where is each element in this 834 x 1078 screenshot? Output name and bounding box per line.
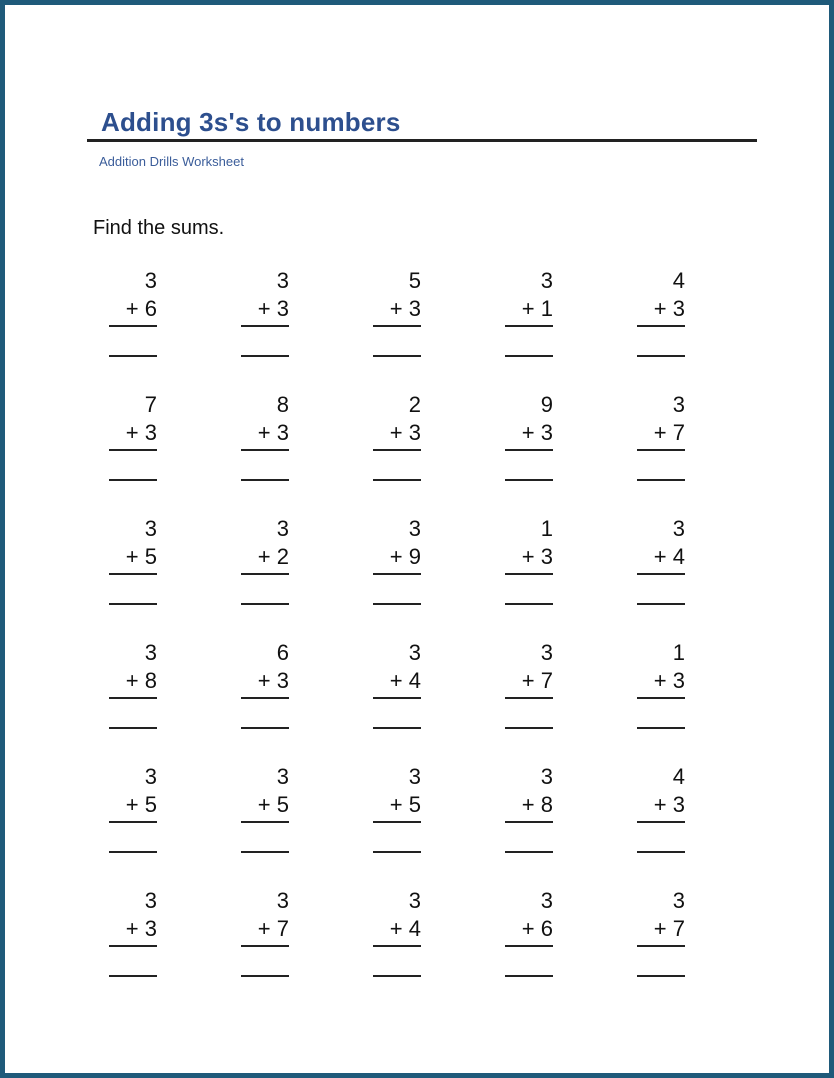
- problem-addend-row: [101, 791, 161, 819]
- problem-top-number: 3: [144, 516, 157, 541]
- worksheet-subtitle: Addition Drills Worksheet: [99, 154, 244, 169]
- problem-top-number: 2: [408, 392, 421, 417]
- problem-addend-row: [629, 791, 689, 819]
- addition-problem: [365, 763, 425, 887]
- problem-addend-row: [101, 543, 161, 571]
- addition-problem: [233, 391, 293, 515]
- sum-rule-line: [373, 945, 421, 947]
- plus-sign: +: [257, 420, 271, 445]
- problem-bottom-number: 7: [672, 916, 685, 941]
- plus-sign: +: [257, 544, 271, 569]
- answer-blank[interactable]: [241, 851, 289, 853]
- sum-rule-line: [505, 697, 553, 699]
- sum-rule-line: [505, 449, 553, 451]
- addition-problem: [629, 391, 689, 515]
- sum-rule-line: [373, 821, 421, 823]
- problem-top-number: 3: [408, 764, 421, 789]
- plus-sign: +: [389, 916, 403, 941]
- problem-addend-row: [365, 915, 425, 943]
- problem-addend-row: [365, 543, 425, 571]
- answer-blank[interactable]: [637, 851, 685, 853]
- sum-rule-line: [241, 325, 289, 327]
- plus-sign: +: [521, 296, 535, 321]
- addition-problem: [497, 639, 557, 763]
- sum-rule-line: [241, 697, 289, 699]
- problem-bottom-number: 4: [672, 544, 685, 569]
- addition-problem: [497, 887, 557, 1011]
- sum-rule-line: [637, 945, 685, 947]
- answer-blank[interactable]: [505, 355, 553, 357]
- instructions: Find the sums.: [93, 217, 225, 239]
- answer-blank[interactable]: [109, 355, 157, 357]
- plus-sign: +: [389, 420, 403, 445]
- problem-addend-row: [233, 667, 293, 695]
- answer-blank[interactable]: [109, 727, 157, 729]
- problem-top-number: 3: [276, 268, 289, 293]
- problem-bottom-number: 3: [672, 668, 685, 693]
- plus-sign: +: [653, 792, 667, 817]
- problem-bottom-number: 5: [144, 544, 157, 569]
- problem-top-number: 3: [408, 640, 421, 665]
- sum-rule-line: [241, 573, 289, 575]
- problem-bottom-number: 5: [408, 792, 421, 817]
- addition-problem: [233, 763, 293, 887]
- plus-sign: +: [521, 792, 535, 817]
- problem-bottom-number: 6: [144, 296, 157, 321]
- addition-problem: [629, 267, 689, 391]
- problem-addend-row: [497, 915, 557, 943]
- problem-addend-row: [365, 667, 425, 695]
- sum-rule-line: [241, 449, 289, 451]
- problem-top-number: 3: [144, 640, 157, 665]
- answer-blank[interactable]: [637, 603, 685, 605]
- problem-top-number: 3: [144, 764, 157, 789]
- sum-rule-line: [637, 573, 685, 575]
- addition-problem: [365, 887, 425, 1011]
- plus-sign: +: [389, 544, 403, 569]
- problem-bottom-number: 3: [276, 668, 289, 693]
- plus-sign: +: [389, 792, 403, 817]
- plus-sign: +: [125, 544, 139, 569]
- addition-problem: [497, 391, 557, 515]
- problem-addend-row: [365, 295, 425, 323]
- problem-bottom-number: 3: [672, 792, 685, 817]
- problem-top-number: 3: [540, 268, 553, 293]
- problem-addend-row: [233, 543, 293, 571]
- problem-bottom-number: 1: [540, 296, 553, 321]
- problem-addend-row: [497, 667, 557, 695]
- problem-top-number: 3: [144, 888, 157, 913]
- addition-problem: [629, 887, 689, 1011]
- problem-bottom-number: 7: [276, 916, 289, 941]
- addition-problem: [101, 639, 161, 763]
- problem-addend-row: [101, 667, 161, 695]
- plus-sign: +: [125, 296, 139, 321]
- answer-blank[interactable]: [109, 975, 157, 977]
- plus-sign: +: [653, 916, 667, 941]
- addition-problem: [233, 887, 293, 1011]
- answer-blank[interactable]: [109, 479, 157, 481]
- answer-blank[interactable]: [241, 355, 289, 357]
- problem-bottom-number: 3: [672, 296, 685, 321]
- sum-rule-line: [505, 325, 553, 327]
- answer-blank[interactable]: [373, 975, 421, 977]
- addition-problem: [365, 267, 425, 391]
- addition-problem: [233, 639, 293, 763]
- answer-blank[interactable]: [241, 603, 289, 605]
- answer-blank[interactable]: [637, 975, 685, 977]
- problem-addend-row: [629, 419, 689, 447]
- answer-blank[interactable]: [109, 603, 157, 605]
- problem-addend-row: [233, 915, 293, 943]
- plus-sign: +: [653, 668, 667, 693]
- answer-blank[interactable]: [241, 479, 289, 481]
- sum-rule-line: [373, 325, 421, 327]
- plus-sign: +: [389, 296, 403, 321]
- plus-sign: +: [257, 296, 271, 321]
- sum-rule-line: [109, 945, 157, 947]
- problem-top-number: 3: [672, 516, 685, 541]
- problem-addend-row: [101, 295, 161, 323]
- addition-problem: [629, 515, 689, 639]
- addition-problem: [629, 639, 689, 763]
- problem-addend-row: [629, 667, 689, 695]
- problem-addend-row: [497, 295, 557, 323]
- answer-blank[interactable]: [373, 355, 421, 357]
- problem-bottom-number: 3: [276, 420, 289, 445]
- answer-blank[interactable]: [505, 975, 553, 977]
- problem-top-number: 3: [672, 392, 685, 417]
- plus-sign: +: [521, 544, 535, 569]
- addition-problem: [629, 763, 689, 887]
- problem-bottom-number: 3: [408, 296, 421, 321]
- problem-bottom-number: 7: [540, 668, 553, 693]
- plus-sign: +: [653, 544, 667, 569]
- problem-addend-row: [497, 543, 557, 571]
- problem-addend-row: [365, 419, 425, 447]
- problem-bottom-number: 4: [408, 668, 421, 693]
- problem-top-number: 5: [408, 268, 421, 293]
- problem-bottom-number: 3: [144, 916, 157, 941]
- sum-rule-line: [505, 821, 553, 823]
- addition-problem: [365, 391, 425, 515]
- addition-problem: [233, 515, 293, 639]
- title-underline: [87, 139, 757, 142]
- addition-problem: [365, 515, 425, 639]
- problem-addend-row: [101, 915, 161, 943]
- plus-sign: +: [653, 420, 667, 445]
- addition-problem: [497, 267, 557, 391]
- answer-blank[interactable]: [109, 851, 157, 853]
- sum-rule-line: [373, 697, 421, 699]
- answer-blank[interactable]: [505, 851, 553, 853]
- sum-rule-line: [505, 945, 553, 947]
- problem-bottom-number: 3: [540, 544, 553, 569]
- problem-top-number: 1: [672, 640, 685, 665]
- addition-problem: [233, 267, 293, 391]
- problem-addend-row: [101, 419, 161, 447]
- sum-rule-line: [109, 821, 157, 823]
- problem-bottom-number: 3: [540, 420, 553, 445]
- addition-problem: [101, 515, 161, 639]
- problem-bottom-number: 2: [276, 544, 289, 569]
- plus-sign: +: [521, 916, 535, 941]
- addition-problem: [101, 391, 161, 515]
- answer-blank[interactable]: [241, 727, 289, 729]
- problem-top-number: 4: [672, 268, 685, 293]
- problem-bottom-number: 3: [276, 296, 289, 321]
- problem-top-number: 3: [540, 764, 553, 789]
- problem-top-number: 3: [144, 268, 157, 293]
- problem-bottom-number: 8: [144, 668, 157, 693]
- problem-addend-row: [629, 295, 689, 323]
- answer-blank[interactable]: [505, 479, 553, 481]
- problem-bottom-number: 7: [672, 420, 685, 445]
- answer-blank[interactable]: [373, 603, 421, 605]
- addition-problem: [497, 763, 557, 887]
- plus-sign: +: [125, 792, 139, 817]
- sum-rule-line: [109, 697, 157, 699]
- sum-rule-line: [241, 945, 289, 947]
- sum-rule-line: [505, 573, 553, 575]
- problem-top-number: 3: [540, 888, 553, 913]
- problem-top-number: 3: [276, 888, 289, 913]
- problem-addend-row: [365, 791, 425, 819]
- problem-addend-row: [233, 419, 293, 447]
- addition-problem: [497, 515, 557, 639]
- answer-blank[interactable]: [505, 603, 553, 605]
- problem-addend-row: [629, 915, 689, 943]
- sum-rule-line: [373, 449, 421, 451]
- sum-rule-line: [109, 325, 157, 327]
- problem-grid: [101, 267, 701, 1011]
- sum-rule-line: [637, 449, 685, 451]
- answer-blank[interactable]: [637, 355, 685, 357]
- problem-top-number: 7: [144, 392, 157, 417]
- plus-sign: +: [257, 792, 271, 817]
- problem-bottom-number: 8: [540, 792, 553, 817]
- problem-top-number: 3: [672, 888, 685, 913]
- problem-addend-row: [629, 543, 689, 571]
- sum-rule-line: [637, 697, 685, 699]
- addition-problem: [101, 763, 161, 887]
- plus-sign: +: [389, 668, 403, 693]
- answer-blank[interactable]: [637, 479, 685, 481]
- answer-blank[interactable]: [373, 727, 421, 729]
- problem-top-number: 1: [540, 516, 553, 541]
- plus-sign: +: [521, 420, 535, 445]
- problem-top-number: 3: [276, 764, 289, 789]
- sum-rule-line: [637, 325, 685, 327]
- problem-bottom-number: 3: [144, 420, 157, 445]
- problem-top-number: 8: [276, 392, 289, 417]
- answer-blank[interactable]: [373, 851, 421, 853]
- problem-top-number: 4: [672, 764, 685, 789]
- problem-top-number: 3: [408, 888, 421, 913]
- plus-sign: +: [521, 668, 535, 693]
- problem-addend-row: [497, 419, 557, 447]
- sum-rule-line: [241, 821, 289, 823]
- answer-blank[interactable]: [505, 727, 553, 729]
- problem-bottom-number: 6: [540, 916, 553, 941]
- problem-bottom-number: 5: [276, 792, 289, 817]
- plus-sign: +: [257, 668, 271, 693]
- problem-bottom-number: 3: [408, 420, 421, 445]
- problem-addend-row: [233, 791, 293, 819]
- answer-blank[interactable]: [373, 479, 421, 481]
- problem-top-number: 9: [540, 392, 553, 417]
- plus-sign: +: [257, 916, 271, 941]
- plus-sign: +: [125, 420, 139, 445]
- problem-addend-row: [233, 295, 293, 323]
- sum-rule-line: [109, 449, 157, 451]
- problem-addend-row: [497, 791, 557, 819]
- plus-sign: +: [653, 296, 667, 321]
- problem-bottom-number: 5: [144, 792, 157, 817]
- addition-problem: [101, 267, 161, 391]
- problem-bottom-number: 9: [408, 544, 421, 569]
- plus-sign: +: [125, 668, 139, 693]
- answer-blank[interactable]: [637, 727, 685, 729]
- problem-top-number: 3: [276, 516, 289, 541]
- problem-top-number: 6: [276, 640, 289, 665]
- addition-problem: [101, 887, 161, 1011]
- problem-top-number: 3: [408, 516, 421, 541]
- problem-top-number: 3: [540, 640, 553, 665]
- addition-problem: [365, 639, 425, 763]
- sum-rule-line: [373, 573, 421, 575]
- sum-rule-line: [637, 821, 685, 823]
- worksheet-title: Adding 3s's to numbers: [101, 107, 401, 137]
- problem-bottom-number: 4: [408, 916, 421, 941]
- plus-sign: +: [125, 916, 139, 941]
- answer-blank[interactable]: [241, 975, 289, 977]
- sum-rule-line: [109, 573, 157, 575]
